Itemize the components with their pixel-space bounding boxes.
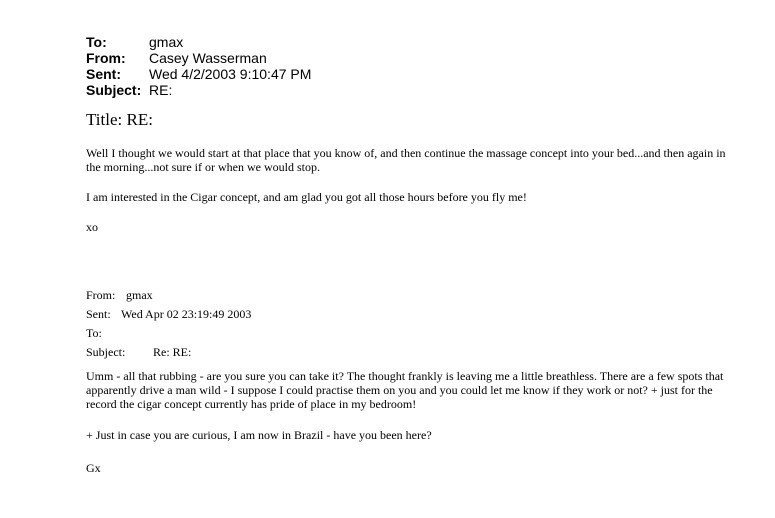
subject-label: Subject:	[86, 82, 142, 98]
header-to-row	[86, 34, 311, 50]
to-label: To:	[86, 34, 107, 50]
header-from-row	[86, 50, 311, 66]
quoted-header	[86, 286, 251, 362]
quoted-paragraph-2: + Just in case you are curious, I am now in Brazil - have you been here?	[86, 428, 432, 442]
sent-value: Wed 4/2/2003 9:10:47 PM	[149, 66, 312, 82]
reply-paragraph-1: Well I thought we would start at that place that you know of, and then continue the massage concept into your bed...and then again in the morning...not sure if or when we would stop.	[86, 146, 726, 174]
quoted-to-label: To:	[86, 326, 102, 340]
quoted-sent-row	[86, 305, 251, 324]
quoted-paragraph-1: Umm - all that rubbing - are you sure you can take it? The thought frankly is leaving me a little breathless. There are a few spots that apparently drive a man wild - I suppose I could practise them on you and you could let me know if they work or not? + just for the record the cigar concept currently has pride of place in my bedroom!	[86, 369, 724, 411]
quoted-subject-value: Re: RE:	[153, 345, 192, 359]
reply-paragraph-2: I am interested in the Cigar concept, and am glad you got all those hours before you fly me!	[86, 190, 527, 204]
from-label: From:	[86, 50, 126, 66]
reply-signoff: xo	[86, 220, 98, 234]
to-value: gmax	[149, 34, 184, 50]
header-sent-row	[86, 66, 311, 82]
quoted-subject-label: Subject:	[86, 345, 126, 359]
subject-value: RE:	[149, 82, 173, 98]
quoted-from-label: From:	[86, 288, 116, 302]
sent-label: Sent:	[86, 66, 121, 82]
from-value: Casey Wasserman	[149, 50, 267, 66]
document-title: Title: RE:	[86, 110, 153, 129]
quoted-sent-value: Wed Apr 02 23:19:49 2003	[121, 307, 252, 321]
quoted-subject-row	[86, 343, 251, 362]
quoted-from-value: gmax	[126, 288, 153, 302]
email-header	[86, 34, 311, 98]
quoted-to-row	[86, 324, 251, 343]
quoted-sent-label: Sent:	[86, 307, 111, 321]
quoted-from-row	[86, 286, 251, 305]
quoted-signoff: Gx	[86, 461, 101, 475]
header-subject-row	[86, 82, 311, 98]
